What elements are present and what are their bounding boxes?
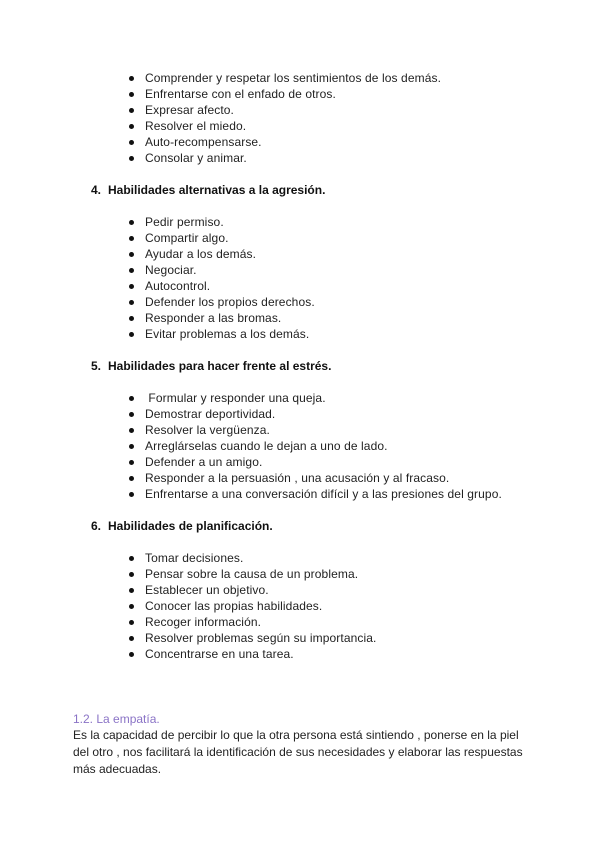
list-item: Defender a un amigo. xyxy=(127,454,502,470)
section-number: 4. xyxy=(91,183,102,197)
section-title: Habilidades de planificación. xyxy=(108,519,273,533)
list-item: Comprender y respetar los sentimientos de los demás. xyxy=(127,70,441,86)
list-item: Autocontrol. xyxy=(127,278,315,294)
list-item: Evitar problemas a los demás. xyxy=(127,326,315,342)
section-title: Habilidades para hacer frente al estrés. xyxy=(108,359,332,373)
list-item: Responder a las bromas. xyxy=(127,310,315,326)
list-emotions xyxy=(127,70,441,166)
list-item: Pedir permiso. xyxy=(127,214,315,230)
section-heading-6 xyxy=(91,518,273,534)
list-item: Enfrentarse a una conversación difícil y a las presiones del grupo. xyxy=(127,486,502,502)
list-item: Compartir algo. xyxy=(127,230,315,246)
list-item: Formular y responder una queja. xyxy=(127,390,502,406)
list-item: Resolver la vergüenza. xyxy=(127,422,502,438)
list-section-6 xyxy=(127,550,376,662)
list-section-5 xyxy=(127,390,502,502)
list-item: Negociar. xyxy=(127,262,315,278)
empatia-paragraph: Es la capacidad de percibir lo que la otra persona está sintiendo , ponerse en la piel del otro , nos facilitará la identificación de sus necesidades y elaborar las respuestas más adecuadas. xyxy=(73,728,523,776)
list-item: Consolar y animar. xyxy=(127,150,441,166)
list-item: Demostrar deportividad. xyxy=(127,406,502,422)
list-section-4 xyxy=(127,214,315,342)
section-number: 6. xyxy=(91,519,102,533)
list-item: Resolver el miedo. xyxy=(127,118,441,134)
list-item: Concentrarse en una tarea. xyxy=(127,646,376,662)
list-item: Conocer las propias habilidades. xyxy=(127,598,376,614)
list-item: Enfrentarse con el enfado de otros. xyxy=(127,86,441,102)
list-item: Defender los propios derechos. xyxy=(127,294,315,310)
list-item: Recoger información. xyxy=(127,614,376,630)
list-item: Arreglárselas cuando le dejan a uno de lado. xyxy=(127,438,502,454)
list-item: Resolver problemas según su importancia. xyxy=(127,630,376,646)
section-heading-4 xyxy=(91,182,325,198)
list-item: Pensar sobre la causa de un problema. xyxy=(127,566,376,582)
section-heading-5 xyxy=(91,358,331,374)
empatia-title: 1.2. La empatía. xyxy=(73,712,160,726)
list-item: Ayudar a los demás. xyxy=(127,246,315,262)
list-item: Establecer un objetivo. xyxy=(127,582,376,598)
list-item: Expresar afecto. xyxy=(127,102,441,118)
section-number: 5. xyxy=(91,359,102,373)
list-item: Responder a la persuasión , una acusación y al fracaso. xyxy=(127,470,502,486)
list-item: Auto-recompensarse. xyxy=(127,134,441,150)
section-title: Habilidades alternativas a la agresión. xyxy=(108,183,326,197)
list-item: Tomar decisiones. xyxy=(127,550,376,566)
